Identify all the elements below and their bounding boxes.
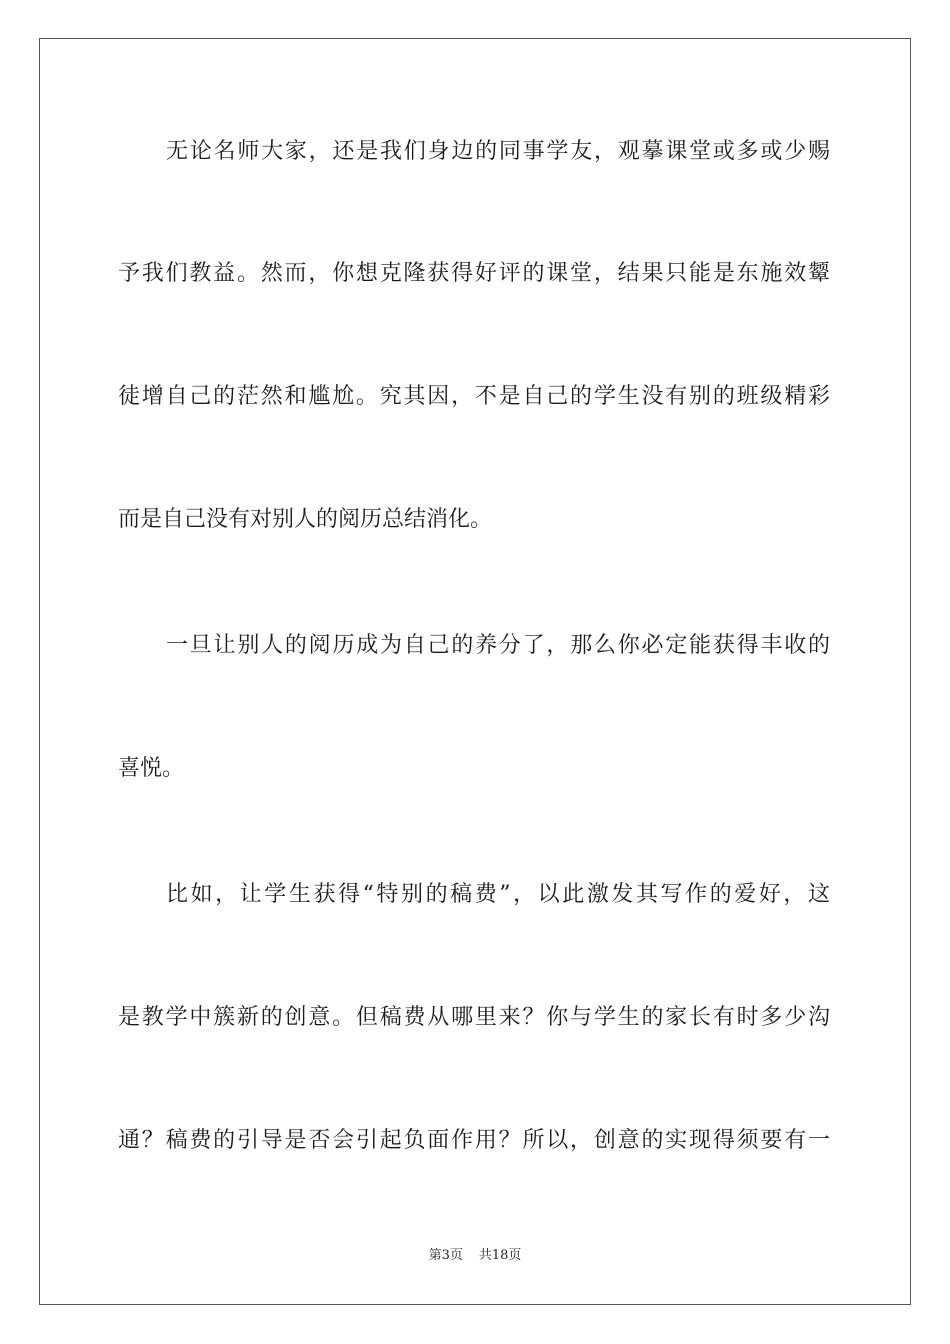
- page-total: 共18页: [478, 1248, 522, 1263]
- text-line-6: 喜悦。: [118, 756, 185, 781]
- text-line-3: 徒增自己的茫然和尴尬。究其因，不是自己的学生没有别的班级精彩: [118, 384, 830, 409]
- text-line-5: 一旦让别人的阅历成为自己的养分了，那么你必定能获得丰收的: [166, 633, 830, 658]
- text-line-9: 通？稿费的引导是否会引起负面作用？所以，创意的实现得须要有一: [118, 1128, 830, 1153]
- page-border: [39, 38, 911, 1305]
- text-line-8: 是教学中簇新的创意。但稿费从哪里来？你与学生的家长有时多少沟: [118, 1005, 830, 1030]
- text-line-7: 比如，让学生获得“特别的稿费”，以此激发其写作的爱好，这: [166, 882, 830, 907]
- text-line-4: 而是自己没有对别人的阅历总结消化。: [118, 507, 493, 532]
- page-footer: [0, 1247, 950, 1265]
- page-number: 第3页: [428, 1248, 463, 1263]
- text-line-2: 予我们教益。然而，你想克隆获得好评的课堂，结果只能是东施效颦: [118, 261, 830, 286]
- text-line-1: 无论名师大家，还是我们身边的同事学友，观摹课堂或多或少赐: [166, 139, 830, 164]
